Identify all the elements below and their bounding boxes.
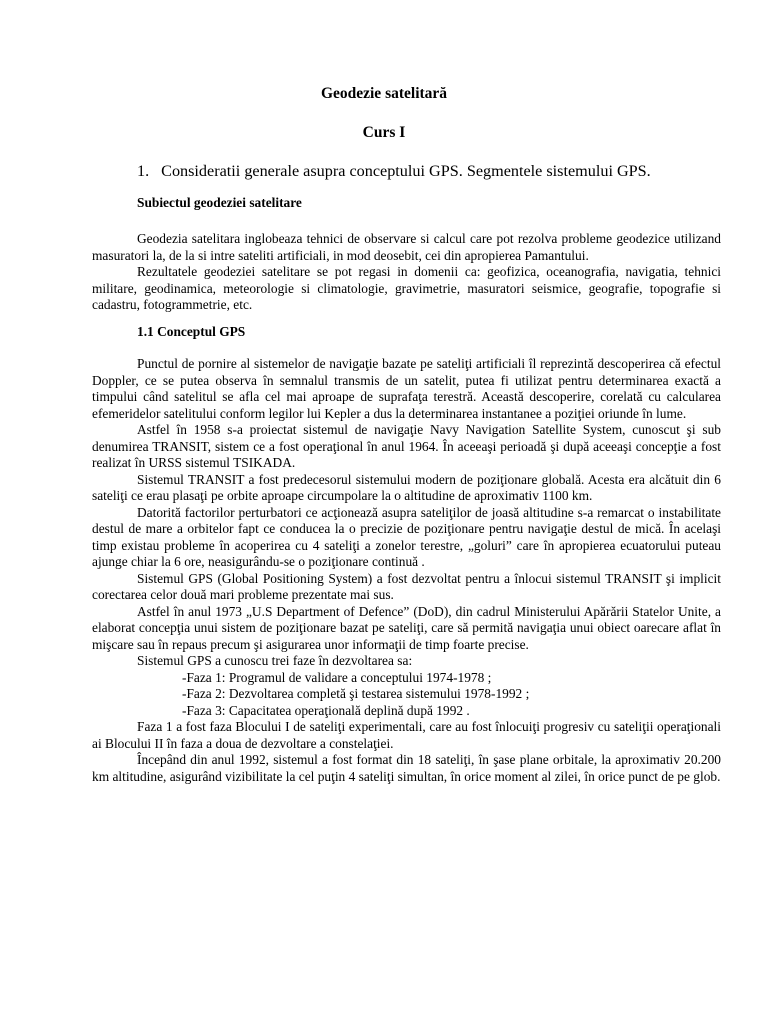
phase-list-item: -Faza 1: Programul de validare a conceptului 1974-1978 ;	[182, 669, 492, 685]
chapter-heading	[137, 162, 651, 181]
section-body-gps-concept	[92, 356, 721, 785]
paragraph: Astfel în 1958 s-a proiectat sistemul de navigaţie Navy Navigation Satellite System, cunoscut şi sub denumirea TRANSIT, sistem ce a fost operaţional în anul 1964. În aceeaşi perioadă şi după aceeaşi concepţie a fost realizat în URSS sistemul TSIKADA.	[92, 422, 721, 470]
paragraph: Faza 1 a fost faza Blocului I de sateliţi experimentali, care au fost înlocuiţi progresiv cu sateliţii operaţionali ai Blocului II în faza a doua de dezvoltare a constelaţiei.	[92, 719, 721, 751]
paragraph: Sistemul GPS (Global Positioning System) a fost dezvoltat pentru a înlocui sistemul TRANSIT şi implicit corectarea celor două mari probleme prezentate mai sus.	[92, 570, 721, 602]
paragraph: Începând din anul 1992, sistemul a fost format din 18 sateliţi, în şase plane orbitale, la aproximativ 20.200 km altitudine, asigurând vizibilitate la cel puţin 4 sateliţi simultan, în orice moment al zilei, în orice punct de pe glob.	[92, 752, 721, 784]
phase-list-item: -Faza 3: Capacitatea operaţională deplină după 1992 .	[182, 702, 470, 718]
paragraph: Geodezia satelitara inglobeaza tehnici de observare si calcul care pot rezolva probleme geodezice utilizand masuratori la, de la si intre sateliti artificiali, in mod deosebit, cei din apropierea Pamantului.	[92, 231, 721, 263]
paragraph: Rezultatele geodeziei satelitare se pot regasi in domenii ca: geofizica, oceanografia, navigatia, tehnici militare, geodinamica, meteorologie si climatologie, gravimetrie, masuratori seismice, geografie, topografie si cadastru, fotogrammetrie, etc.	[92, 264, 721, 312]
paragraph: Datorită factorilor perturbatori ce acţionează asupra sateliţilor de joasă altitudine s-a remarcat o instabilitate destul de mare a orbitelor fapt ce conducea la o precizie de poziţionare pentru navigaţie destul de mică. În acelaşi timp existau probleme în acoperirea cu 4 sateliţi a zonelor terestre, „goluri” care în apropierea ecuatorului puteau ajunge chiar la 6 ore, neasigurându-se o poziţionare continuă .	[92, 504, 721, 569]
course-subtitle: Curs I	[362, 124, 406, 141]
section-heading-subject: Subiectul geodeziei satelitare	[137, 195, 302, 210]
paragraph: Sistemul GPS a cunoscu trei faze în dezvoltarea sa:	[137, 653, 413, 668]
paragraph: Sistemul TRANSIT a fost predecesorul sistemului modern de poziţionare globală. Acesta era alcătuit din 6 sateliţi ce erau plasaţi pe orbite aproape circumpolare la o altitudine de aproximativ 1100 km.	[92, 471, 721, 503]
paragraph: Astfel în anul 1973 „U.S Department of Defence” (DoD), din cadrul Ministerului Apărării Statelor Unite, a elaborat concepţia unui sistem de poziţionare bazat pe sateliţi, care să permită navigaţia unui obiect oarecare aflat în mişcare sau în repaus precum şi asigurarea unor informaţii de timp foarte precise.	[92, 603, 721, 652]
paragraph: Punctul de pornire al sistemelor de navigaţie bazate pe sateliţi artificiali îl reprezintă descoperirea că efectul Doppler, ce se putea observa în semnalul transmis de un satelit, putea fi utilizat pentru determinarea exactă a timpului când satelitul se afla cel mai aproape de suprafaţa terestră. Această descoperire, corelată cu calcularea efemeridelor satelitului conform legilor lui Kepler a dus la determinarea instantanee a poziţiei oriunde în lume.	[92, 356, 721, 421]
section-body-subject	[92, 231, 721, 314]
document-title: Geodezie satelitară	[320, 85, 448, 102]
section-heading-gps-concept: 1.1 Conceptul GPS	[137, 324, 246, 339]
chapter-number: 1.	[137, 162, 150, 180]
phase-list-item: -Faza 2: Dezvoltarea completă şi testarea sistemului 1978-1992 ;	[182, 686, 530, 701]
chapter-title: Consideratii generale asupra conceptului GPS. Segmentele sistemului GPS.	[161, 162, 651, 180]
